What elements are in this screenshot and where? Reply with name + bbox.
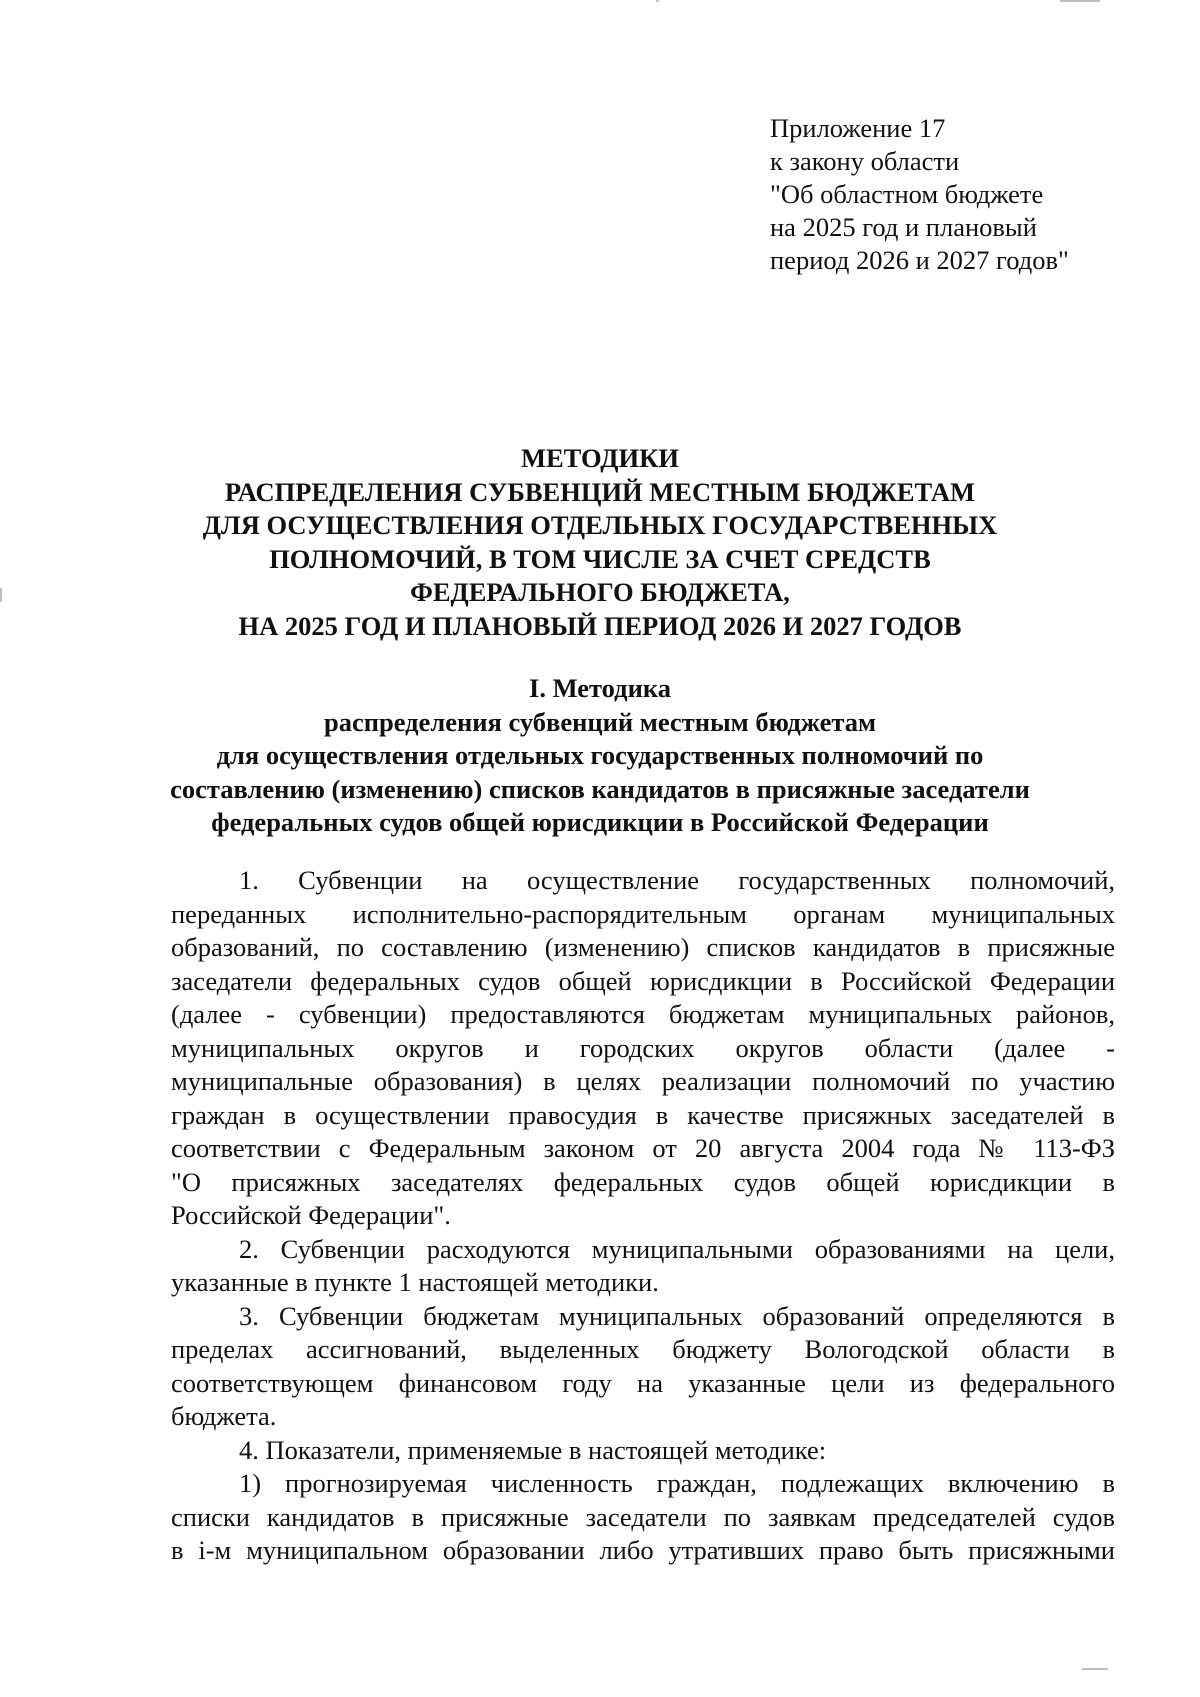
paragraph-4-1-line: списки кандидатов в присяжные заседатели по заявкам председателей судов [171, 1501, 1115, 1532]
title-line: ФЕДЕРАЛЬНОГО БЮДЖЕТА, [410, 577, 790, 607]
paragraph-1-line: заседатели федеральных судов общей юрисдикции в Российской Федерации [171, 965, 1115, 996]
paragraph-4-1-line: в i-м муниципальном образовании либо утративших право быть присяжными [171, 1535, 1115, 1565]
paragraph-1-line: граждан в осуществлении правосудия в качестве присяжных заседателей в [171, 1099, 1115, 1130]
title-line: ПОЛНОМОЧИЙ, В ТОМ ЧИСЛЕ ЗА СЧЕТ СРЕДСТВ [269, 543, 931, 574]
paragraph-4-1-line: 1) прогнозируемая численность граждан, подлежащих включению в [239, 1468, 1115, 1498]
appendix-line: к закону области [770, 146, 960, 176]
body-text [171, 864, 1115, 1568]
section-heading-line: для осуществления отдельных государственных полномочий по [216, 740, 984, 770]
paragraph-1-line: (далее - субвенции) предоставляются бюджетам муниципальных районов, [171, 999, 1115, 1029]
paragraph-4-line: 4. Показатели, применяемые в настоящей методике: [239, 1434, 827, 1465]
paragraph-1-line: муниципальных округов и городских округов области (далее - [171, 1032, 1115, 1063]
paragraph-1-line: соответствии с Федеральным законом от 20 августа 2004 года № 113-ФЗ [171, 1133, 1115, 1163]
appendix-line: период 2026 и 2027 годов" [770, 245, 1069, 275]
paragraph-3-line: соответствующем финансовом году на указанные цели из федерального [171, 1367, 1115, 1398]
appendix-line: на 2025 год и плановый [770, 212, 1037, 242]
document-title [100, 442, 1100, 643]
section-heading-line: распределения субвенций местным бюджетам [323, 706, 876, 737]
paragraph-1-line: Российской Федерации". [171, 1200, 451, 1230]
scan-mark-bottom-right [1082, 1668, 1108, 1670]
appendix-reference [770, 112, 1150, 277]
title-line: ДЛЯ ОСУЩЕСТВЛЕНИЯ ОТДЕЛЬНЫХ ГОСУДАРСТВЕННЫХ [202, 510, 998, 540]
appendix-line: "Об областном бюджете [770, 179, 1044, 209]
section-heading-line: I. Методика [529, 673, 671, 703]
section-heading-line: федеральных судов общей юрисдикции в Российской Федерации [211, 807, 989, 837]
paragraph-1-line: переданных исполнительно-распорядительным органам муниципальных [171, 898, 1115, 929]
scan-mark-top [656, 0, 659, 2]
title-line: РАСПРЕДЕЛЕНИЯ СУБВЕНЦИЙ МЕСТНЫМ БЮДЖЕТАМ [224, 476, 976, 507]
section-heading-line: составлению (изменению) списков кандидатов в присяжные заседатели [170, 773, 1030, 804]
appendix-line: Приложение 17 [770, 113, 946, 143]
title-line: МЕТОДИКИ [521, 443, 679, 473]
title-line: НА 2025 ГОД И ПЛАНОВЫЙ ПЕРИОД 2026 И 2027 ГОДОВ [238, 610, 962, 641]
paragraph-1-line: образований, по составлению (изменению) списков кандидатов в присяжные [171, 932, 1115, 962]
section-heading [100, 672, 1100, 840]
scan-mark-top-right [1060, 0, 1100, 2]
paragraph-3-line: пределах ассигнований, выделенных бюджету Вологодской области в [171, 1334, 1115, 1364]
paragraph-3-line: 3. Субвенции бюджетам муниципальных образований определяются в [239, 1300, 1115, 1331]
paragraph-1-line: "О присяжных заседателях федеральных судов общей юрисдикции в [171, 1166, 1115, 1197]
paragraph-3-line: бюджета. [171, 1401, 277, 1431]
paragraph-2-line: 2. Субвенции расходуются муниципальными образованиями на цели, [239, 1233, 1115, 1264]
paragraph-1-line: 1. Субвенции на осуществление государственных полномочий, [239, 865, 1115, 895]
paragraph-1-line: муниципальные образования) в целях реализации полномочий по участию [171, 1066, 1115, 1096]
paragraph-2-line: указанные в пункте 1 настоящей методики. [171, 1267, 659, 1297]
scan-mark-left [0, 588, 2, 602]
